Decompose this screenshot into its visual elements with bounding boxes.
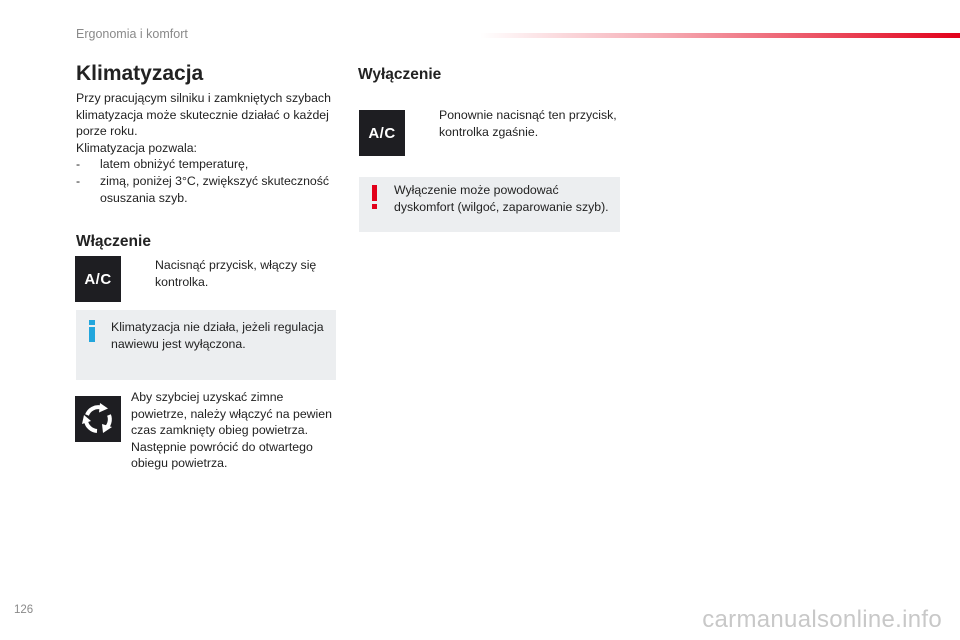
recirculation-icon	[79, 400, 117, 438]
intro-line: Klimatyzacja pozwala:	[76, 140, 197, 155]
list-item-text: latem obniżyć temperaturę,	[100, 157, 249, 172]
recirc-line: czas zamknięty obieg powietrza.	[131, 423, 309, 438]
recirc-line: Następnie powrócić do otwartego	[131, 439, 313, 454]
info-line: nawiewu jest wyłączona.	[111, 336, 246, 351]
warning-text	[394, 182, 618, 215]
list-item	[76, 173, 346, 206]
recirc-line: Aby szybciej uzyskać zimne	[131, 390, 284, 404]
step-line: Ponownie nacisnąć ten przycisk,	[439, 108, 617, 122]
list-dash: -	[76, 173, 81, 188]
recirculation-button-image	[75, 396, 121, 442]
list-item-text: osuszania szyb.	[100, 190, 188, 205]
intro-line: klimatyzacja może skutecznie działać o każdej	[76, 107, 329, 122]
warning-icon	[372, 185, 378, 209]
step-wlaczenie	[133, 257, 343, 290]
section-title-wylaczenie: Wyłączenie	[358, 66, 442, 83]
page-number: 126	[14, 604, 34, 616]
warning-box	[359, 177, 620, 232]
intro-line: Przy pracującym silniku i zamkniętych szybach	[76, 91, 331, 105]
recirc-line: obiegu powietrza.	[131, 456, 228, 471]
header-accent-bar	[480, 33, 960, 38]
recirc-line: powietrze, należy włączyć na pewien	[131, 406, 332, 421]
section-title-wlaczenie: Włączenie	[76, 233, 151, 250]
list-item	[76, 156, 346, 173]
list-dash: -	[76, 157, 81, 172]
warning-line: Wyłączenie może powodować	[394, 183, 559, 197]
recirculation-text	[131, 389, 341, 472]
warning-line: dyskomfort (wilgoć, zaparowanie szyb).	[394, 199, 609, 214]
intro-text	[76, 90, 346, 206]
watermark: carmanualsonline.info	[702, 606, 942, 633]
step-wylaczenie	[417, 107, 627, 140]
step-line: kontrolka zgaśnie.	[439, 124, 539, 139]
intro-line: porze roku.	[76, 124, 138, 139]
step-line: Nacisnąć przycisk, włączy się	[155, 258, 317, 272]
list-item-text: zimą, poniżej 3°C, zwiększyć skuteczność	[100, 173, 330, 188]
running-header: Ergonomia i komfort	[76, 27, 188, 41]
ac-button-image: A/C	[359, 110, 405, 156]
section-title-klimatyzacja: Klimatyzacja	[76, 62, 204, 85]
info-line: Klimatyzacja nie działa, jeżeli regulacja	[111, 320, 324, 334]
info-box	[76, 310, 336, 380]
info-icon	[87, 320, 97, 342]
step-line: kontrolka.	[155, 274, 209, 289]
ac-button-image: A/C	[75, 256, 121, 302]
info-text	[111, 319, 333, 352]
